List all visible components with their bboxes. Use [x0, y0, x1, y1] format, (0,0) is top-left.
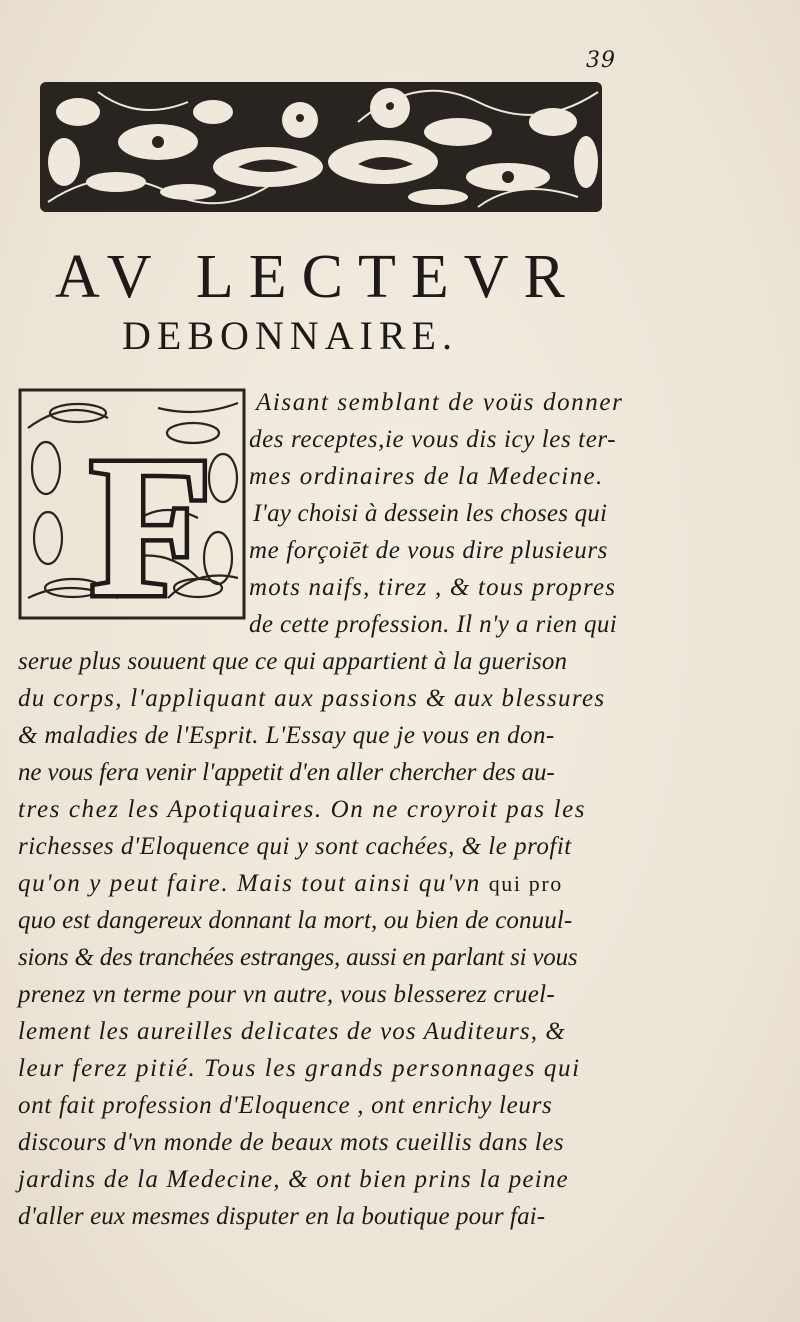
text-line: leur ferez pitié. Tous les grands personnages qui — [18, 1055, 581, 1082]
text-line: Aisant semblant de voüs donner — [256, 389, 624, 416]
text-line: lement les aureilles delicates de vos Auditeurs, & — [18, 1018, 566, 1045]
text-line: me forçoiēt de vous dire plusieurs — [249, 537, 608, 564]
text-line: ont fait profession d'Eloquence , ont enrichy leurs — [18, 1092, 553, 1119]
text-line: mots naifs, tirez , & tous propres — [249, 574, 617, 601]
text-line: tres chez les Apotiquaires. On ne croyroit pas les — [18, 796, 587, 823]
heading-title: AV LECTEVR — [55, 243, 580, 311]
text-line: richesses d'Eloquence qui y sont cachées, & le profit — [18, 833, 572, 860]
drop-cap-letter: F — [90, 417, 213, 620]
text-line: quo est dangereux donnant la mort, ou bien de conuul- — [18, 907, 573, 934]
text-line: mes ordinaires de la Medecine. — [249, 463, 604, 490]
text-line: du corps, l'appliquant aux passions & aux blessures — [18, 685, 606, 712]
text-line: & maladies de l'Esprit. L'Essay que je vous en don- — [18, 722, 555, 749]
text-line: prenez vn terme pour vn autre, vous blesserez cruel- — [18, 981, 555, 1008]
text-line: I'ay choisi à dessein les choses qui — [253, 500, 608, 527]
roman-phrase: qui pro — [488, 871, 563, 896]
page-number: 39 — [586, 48, 616, 73]
text-line: serue plus souuent que ce qui appartient à la guerison — [18, 648, 568, 675]
text-line: d'aller eux mesmes disputer en la boutique pour fai- — [18, 1203, 546, 1230]
drop-cap-initial — [18, 388, 246, 620]
text-line: sions & des tranchées estranges, aussi en parlant si vous — [18, 944, 578, 971]
text-line: des receptes,ie vous dis icy les ter- — [249, 426, 617, 453]
text-line: ne vous fera venir l'appetit d'en aller chercher des au- — [18, 759, 555, 786]
text-line-with-roman — [18, 867, 563, 901]
heading-subtitle: DEBONNAIRE. — [122, 313, 458, 358]
text-line: discours d'vn monde de beaux mots cueillis dans les — [18, 1129, 565, 1156]
text-line-italic-part: qu'on y peut faire. Mais tout ainsi qu'vn — [18, 870, 481, 897]
text-line: jardins de la Medecine, & ont bien prins la peine — [18, 1166, 569, 1193]
text-line: de cette profession. Il n'y a rien qui — [249, 611, 618, 638]
woodcut-headpiece-ornament — [38, 72, 604, 220]
